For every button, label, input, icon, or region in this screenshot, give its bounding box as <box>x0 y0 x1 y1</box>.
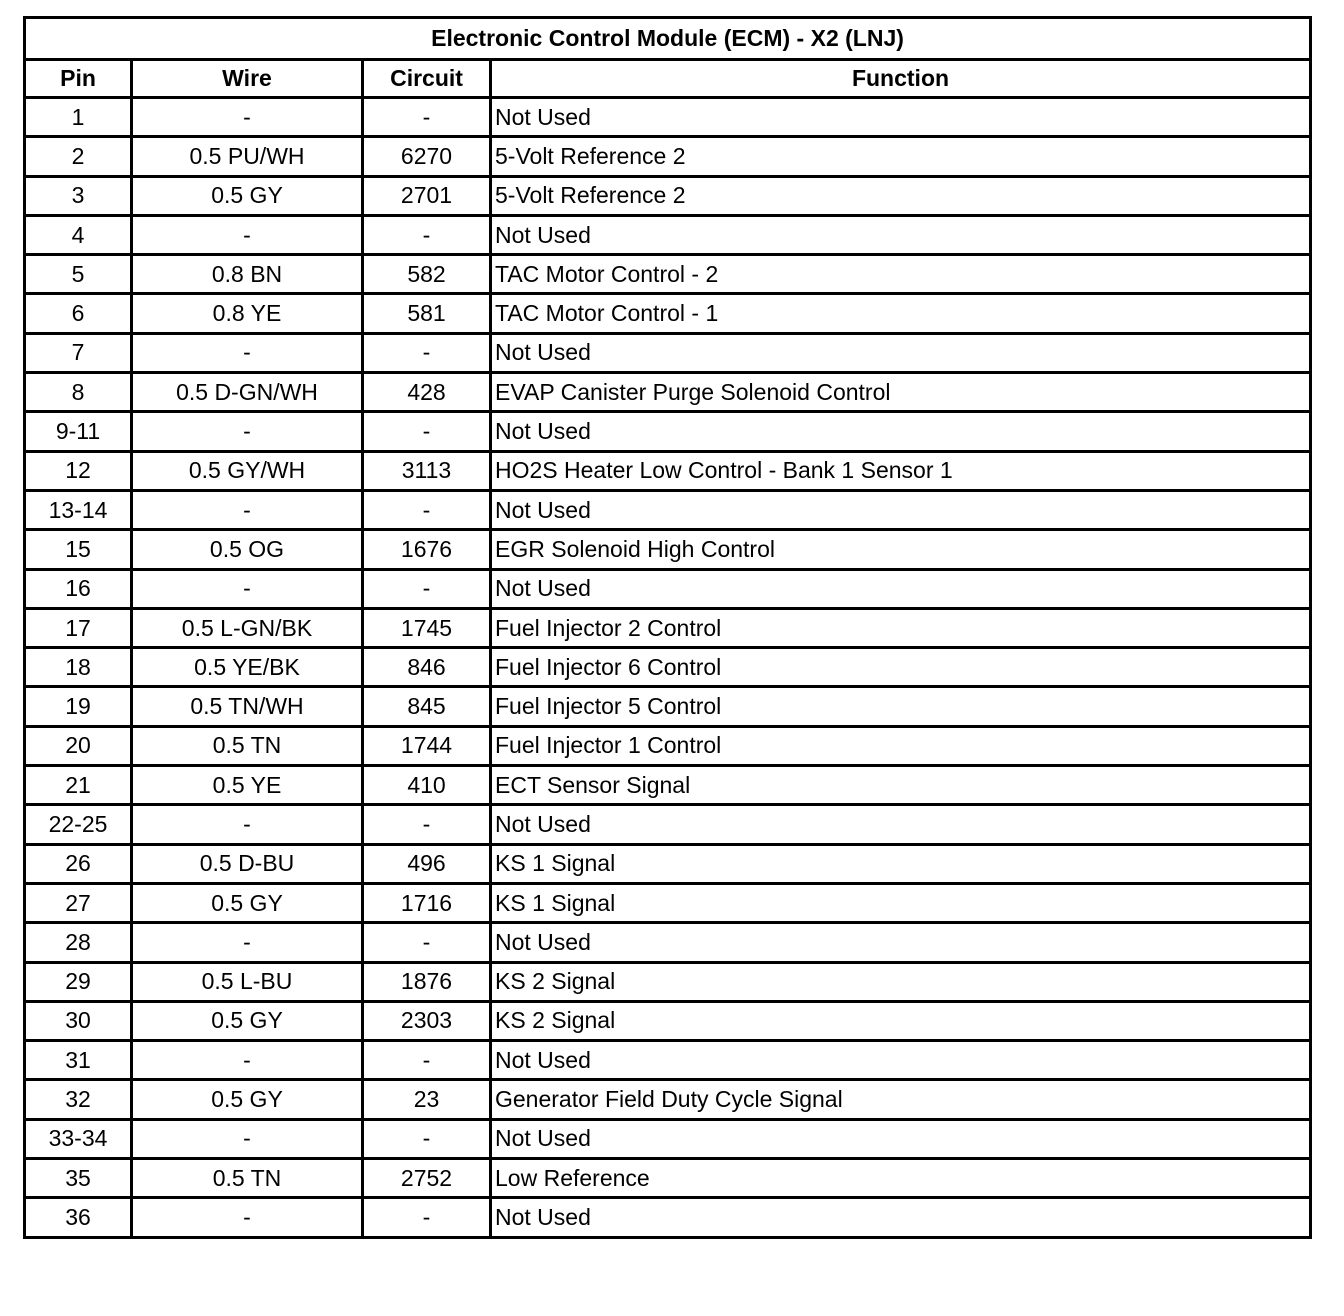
wire-cell: 0.8 BN <box>132 255 363 294</box>
header-wire: Wire <box>132 60 363 98</box>
header-pin: Pin <box>25 60 132 98</box>
circuit-cell: 428 <box>363 373 491 412</box>
wire-cell: 0.5 GY <box>132 176 363 215</box>
wire-cell: - <box>132 98 363 137</box>
function-cell: KS 1 Signal <box>491 883 1311 922</box>
pin-cell: 31 <box>25 1041 132 1080</box>
table-row <box>25 373 1311 412</box>
table-row <box>25 98 1311 137</box>
table-row <box>25 766 1311 805</box>
circuit-cell: - <box>363 98 491 137</box>
wire-cell: 0.5 OG <box>132 530 363 569</box>
pin-cell: 30 <box>25 1001 132 1040</box>
circuit-cell: 582 <box>363 255 491 294</box>
table-row <box>25 648 1311 687</box>
table-row <box>25 1001 1311 1040</box>
pin-cell: 22-25 <box>25 805 132 844</box>
circuit-cell: 6270 <box>363 137 491 176</box>
pin-cell: 13-14 <box>25 490 132 529</box>
table-row <box>25 1159 1311 1198</box>
pin-cell: 16 <box>25 569 132 608</box>
pin-cell: 6 <box>25 294 132 333</box>
function-cell: 5-Volt Reference 2 <box>491 137 1311 176</box>
function-cell: Not Used <box>491 98 1311 137</box>
pin-cell: 17 <box>25 608 132 647</box>
function-cell: Fuel Injector 6 Control <box>491 648 1311 687</box>
pin-cell: 18 <box>25 648 132 687</box>
table-row <box>25 294 1311 333</box>
pin-cell: 15 <box>25 530 132 569</box>
circuit-cell: - <box>363 215 491 254</box>
table-title: Electronic Control Module (ECM) - X2 (LNJ) <box>25 18 1311 60</box>
function-cell: Not Used <box>491 1198 1311 1237</box>
function-cell: Not Used <box>491 805 1311 844</box>
function-cell: Not Used <box>491 1041 1311 1080</box>
circuit-cell: 1716 <box>363 883 491 922</box>
table-row <box>25 1119 1311 1158</box>
circuit-cell: 23 <box>363 1080 491 1119</box>
circuit-cell: 2701 <box>363 176 491 215</box>
table-row <box>25 1041 1311 1080</box>
table-row <box>25 687 1311 726</box>
circuit-cell: 496 <box>363 844 491 883</box>
wire-cell: - <box>132 805 363 844</box>
pin-cell: 3 <box>25 176 132 215</box>
function-cell: HO2S Heater Low Control - Bank 1 Sensor 1 <box>491 451 1311 490</box>
wire-cell: 0.5 TN <box>132 726 363 765</box>
table-row <box>25 255 1311 294</box>
circuit-cell: 581 <box>363 294 491 333</box>
function-cell: Not Used <box>491 490 1311 529</box>
wire-cell: 0.5 TN/WH <box>132 687 363 726</box>
table-row <box>25 176 1311 215</box>
table-row <box>25 962 1311 1001</box>
function-cell: Generator Field Duty Cycle Signal <box>491 1080 1311 1119</box>
circuit-cell: 2303 <box>363 1001 491 1040</box>
pin-cell: 12 <box>25 451 132 490</box>
pin-cell: 4 <box>25 215 132 254</box>
pin-cell: 21 <box>25 766 132 805</box>
pin-cell: 1 <box>25 98 132 137</box>
circuit-cell: - <box>363 1041 491 1080</box>
pin-cell: 5 <box>25 255 132 294</box>
wire-cell: 0.5 GY <box>132 1001 363 1040</box>
wire-cell: 0.5 D-BU <box>132 844 363 883</box>
pin-cell: 35 <box>25 1159 132 1198</box>
wire-cell: 0.5 GY <box>132 1080 363 1119</box>
wire-cell: 0.8 YE <box>132 294 363 333</box>
function-cell: KS 2 Signal <box>491 1001 1311 1040</box>
function-cell: Fuel Injector 5 Control <box>491 687 1311 726</box>
function-cell: Not Used <box>491 333 1311 372</box>
function-cell: Not Used <box>491 412 1311 451</box>
wire-cell: - <box>132 569 363 608</box>
table-row <box>25 451 1311 490</box>
function-cell: Not Used <box>491 1119 1311 1158</box>
wire-cell: - <box>132 1119 363 1158</box>
table-row <box>25 215 1311 254</box>
wire-cell: 0.5 L-GN/BK <box>132 608 363 647</box>
connector-pinout-table <box>23 16 1312 1239</box>
wire-cell: 0.5 GY <box>132 883 363 922</box>
pin-cell: 32 <box>25 1080 132 1119</box>
function-cell: Low Reference <box>491 1159 1311 1198</box>
circuit-cell: 1676 <box>363 530 491 569</box>
circuit-cell: 845 <box>363 687 491 726</box>
table-row <box>25 137 1311 176</box>
wire-cell: - <box>132 412 363 451</box>
pin-cell: 29 <box>25 962 132 1001</box>
wire-cell: 0.5 PU/WH <box>132 137 363 176</box>
pin-cell: 8 <box>25 373 132 412</box>
table-row <box>25 1198 1311 1237</box>
table-row <box>25 923 1311 962</box>
wire-cell: 0.5 YE/BK <box>132 648 363 687</box>
table-header-row <box>25 60 1311 98</box>
pin-cell: 26 <box>25 844 132 883</box>
circuit-cell: 3113 <box>363 451 491 490</box>
table-row <box>25 1080 1311 1119</box>
circuit-cell: - <box>363 569 491 608</box>
circuit-cell: 1876 <box>363 962 491 1001</box>
wire-cell: 0.5 L-BU <box>132 962 363 1001</box>
function-cell: TAC Motor Control - 2 <box>491 255 1311 294</box>
wire-cell: 0.5 TN <box>132 1159 363 1198</box>
wire-cell: - <box>132 1041 363 1080</box>
wire-cell: - <box>132 1198 363 1237</box>
function-cell: Not Used <box>491 923 1311 962</box>
circuit-cell: - <box>363 412 491 451</box>
circuit-cell: - <box>363 1119 491 1158</box>
circuit-cell: - <box>363 805 491 844</box>
circuit-cell: 846 <box>363 648 491 687</box>
table-row <box>25 333 1311 372</box>
function-cell: KS 2 Signal <box>491 962 1311 1001</box>
function-cell: ECT Sensor Signal <box>491 766 1311 805</box>
pin-cell: 28 <box>25 923 132 962</box>
function-cell: KS 1 Signal <box>491 844 1311 883</box>
header-circuit: Circuit <box>363 60 491 98</box>
circuit-cell: 1745 <box>363 608 491 647</box>
wire-cell: 0.5 YE <box>132 766 363 805</box>
function-cell: 5-Volt Reference 2 <box>491 176 1311 215</box>
pin-cell: 7 <box>25 333 132 372</box>
header-function: Function <box>491 60 1311 98</box>
table-row <box>25 608 1311 647</box>
circuit-cell: 410 <box>363 766 491 805</box>
function-cell: Not Used <box>491 569 1311 608</box>
table-row <box>25 883 1311 922</box>
circuit-cell: 2752 <box>363 1159 491 1198</box>
wire-cell: 0.5 D-GN/WH <box>132 373 363 412</box>
wire-cell: 0.5 GY/WH <box>132 451 363 490</box>
wire-cell: - <box>132 215 363 254</box>
function-cell: TAC Motor Control - 1 <box>491 294 1311 333</box>
function-cell: Fuel Injector 2 Control <box>491 608 1311 647</box>
table-row <box>25 412 1311 451</box>
wire-cell: - <box>132 490 363 529</box>
function-cell: EVAP Canister Purge Solenoid Control <box>491 373 1311 412</box>
pin-cell: 27 <box>25 883 132 922</box>
pin-cell: 36 <box>25 1198 132 1237</box>
table-row <box>25 569 1311 608</box>
table-row <box>25 530 1311 569</box>
pin-cell: 20 <box>25 726 132 765</box>
pin-cell: 9-11 <box>25 412 132 451</box>
table-title-row <box>25 18 1311 60</box>
circuit-cell: - <box>363 1198 491 1237</box>
pin-cell: 2 <box>25 137 132 176</box>
function-cell: Fuel Injector 1 Control <box>491 726 1311 765</box>
circuit-cell: - <box>363 490 491 529</box>
wire-cell: - <box>132 923 363 962</box>
pin-cell: 19 <box>25 687 132 726</box>
table-row <box>25 726 1311 765</box>
circuit-cell: 1744 <box>363 726 491 765</box>
circuit-cell: - <box>363 923 491 962</box>
table-row <box>25 805 1311 844</box>
table-row <box>25 844 1311 883</box>
table-row <box>25 490 1311 529</box>
wire-cell: - <box>132 333 363 372</box>
function-cell: Not Used <box>491 215 1311 254</box>
circuit-cell: - <box>363 333 491 372</box>
pin-cell: 33-34 <box>25 1119 132 1158</box>
function-cell: EGR Solenoid High Control <box>491 530 1311 569</box>
